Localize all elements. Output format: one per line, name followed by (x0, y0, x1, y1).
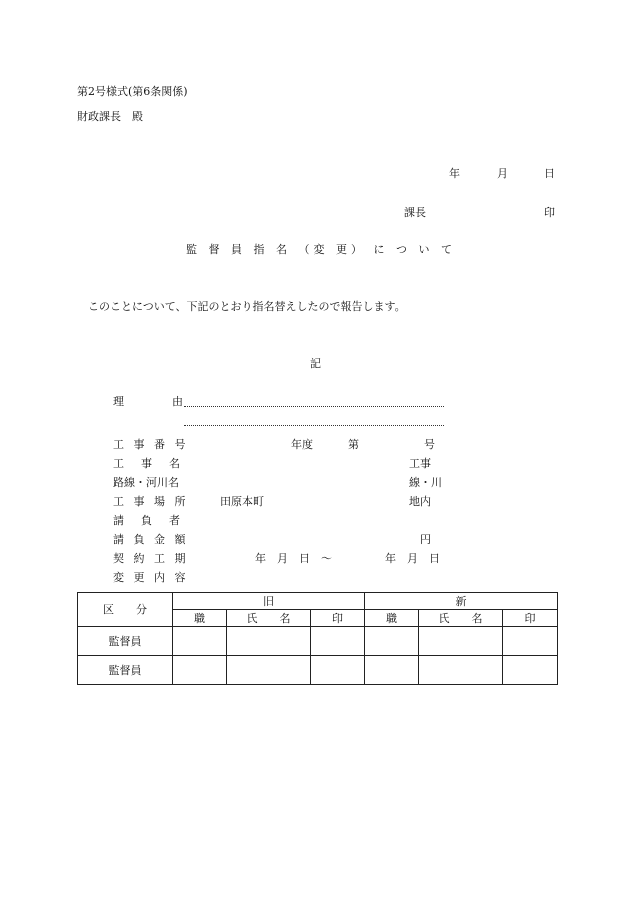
header-kubun: 区 分 (78, 593, 173, 627)
addressee: 財政課長 殿 (77, 110, 143, 123)
header-new: 新 (365, 593, 558, 610)
date-year: 年 (449, 167, 460, 180)
header-old-seal: 印 (311, 610, 365, 627)
supervisor-table (77, 592, 558, 685)
reason-label-b: 由 (172, 395, 183, 408)
work-name-suffix: 工事 (409, 457, 431, 470)
header-new-name: 氏 名 (419, 610, 503, 627)
header-old-name: 氏 名 (227, 610, 311, 627)
change-label: 変 更 内 容 (113, 571, 189, 584)
form-label: 第2号様式(第6条関係) (77, 85, 188, 98)
header-new-post: 職 (365, 610, 419, 627)
period-end: 年 月 日 (385, 552, 440, 565)
date-month: 月 (497, 167, 508, 180)
row-label: 監督員 (78, 627, 173, 656)
route-label: 路線・河川名 (113, 476, 179, 489)
cell-old-post[interactable] (173, 656, 227, 685)
route-suffix: 線・川 (409, 476, 442, 489)
body-text: このことについて、下記のとおり指名替えしたので報告します。 (88, 300, 406, 313)
contractor-label: 請 負 者 (113, 514, 183, 527)
amount-suffix: 円 (420, 533, 431, 546)
period-label: 契 約 工 期 (113, 552, 189, 565)
place-suffix: 地内 (409, 495, 431, 508)
ki-heading: 記 (310, 357, 321, 370)
sender-title: 課長 (404, 206, 426, 219)
reason-label-a: 理 (113, 395, 124, 408)
cell-old-name[interactable] (227, 656, 311, 685)
document-title: 監 督 員 指 名 （変 更） に つ い て (186, 243, 456, 256)
cell-new-post[interactable] (365, 656, 419, 685)
header-old: 旧 (173, 593, 365, 610)
table-row (78, 627, 558, 656)
work-no-nendo: 年度 (291, 438, 313, 451)
work-no-go: 号 (424, 438, 435, 451)
date-day: 日 (544, 167, 555, 180)
work-no-dai: 第 (348, 438, 359, 451)
place-value: 田原本町 (220, 495, 264, 508)
cell-new-name[interactable] (419, 656, 503, 685)
header-new-seal: 印 (503, 610, 558, 627)
cell-new-seal[interactable] (503, 656, 558, 685)
table-row (78, 656, 558, 685)
work-no-label: 工 事 番 号 (113, 438, 189, 451)
cell-new-seal[interactable] (503, 627, 558, 656)
reason-line-2 (184, 425, 444, 426)
cell-old-name[interactable] (227, 627, 311, 656)
amount-label: 請 負 金 額 (113, 533, 189, 546)
cell-new-name[interactable] (419, 627, 503, 656)
cell-new-post[interactable] (365, 627, 419, 656)
cell-old-post[interactable] (173, 627, 227, 656)
cell-old-seal[interactable] (311, 627, 365, 656)
work-name-label: 工 事 名 (113, 457, 183, 470)
sender-seal: 印 (544, 206, 555, 219)
cell-old-seal[interactable] (311, 656, 365, 685)
place-label: 工 事 場 所 (113, 495, 189, 508)
header-old-post: 職 (173, 610, 227, 627)
row-label: 監督員 (78, 656, 173, 685)
period-start: 年 月 日 〜 (255, 552, 332, 565)
reason-line-1 (184, 406, 444, 407)
